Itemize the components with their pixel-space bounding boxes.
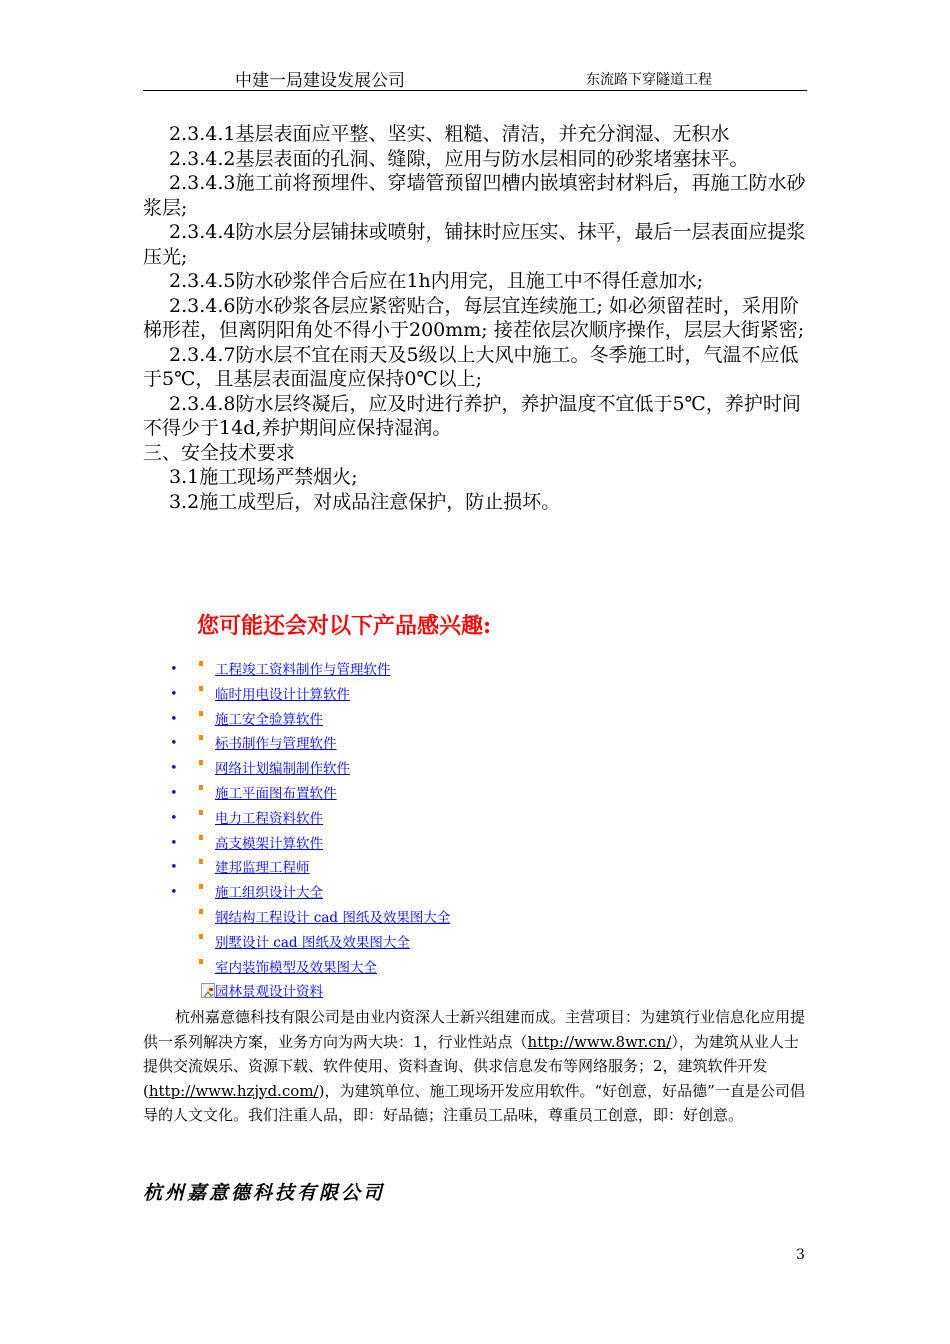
orange-marker-icon — [199, 810, 203, 815]
product-link[interactable]: 施工安全验算软件 — [215, 711, 323, 728]
paragraph-2-3-4-7: 2.3.4.7防水层不宜在雨天及5级以上大风中施工。冬季施工时，气温不应低于5℃，且基层表面温度应保持0℃以上; — [143, 343, 799, 390]
site-link-8wr[interactable]: http://www.8wr.cn/ — [527, 1032, 672, 1051]
product-link[interactable]: 电力工程资料软件 — [215, 810, 323, 827]
paragraph-3-1: 3.1施工现场严禁烟火; — [169, 466, 358, 488]
paragraph-2-3-4-2: 2.3.4.2基层表面的孔洞、缝隙，应用与防水层相同的砂浆堵塞抹平。 — [169, 147, 749, 170]
bullet-icon: • — [170, 711, 178, 727]
product-link[interactable]: 建邦监理工程师 — [215, 860, 310, 877]
company-text-part-3: )，为建筑单位、施工现场开发应用软件。“好创意，好品德”一直是公司倡导的人文文化。我们注重人品，即：好品德；注重员工品味，尊重员工创意，即：好创意。 — [143, 1081, 805, 1124]
orange-marker-icon — [199, 835, 203, 840]
product-link[interactable]: 园林景观设计资料 — [215, 984, 323, 1001]
product-link[interactable]: 网络计划编制制作软件 — [215, 761, 350, 778]
section-3-heading: 三、安全技术要求 — [143, 441, 296, 464]
bullet-icon: • — [170, 736, 178, 752]
page-header — [143, 64, 807, 91]
bullet-icon: • — [170, 761, 178, 777]
company-description — [143, 1005, 807, 1128]
paragraph-2-3-4-1: 2.3.4.1基层表面应平整、坚实、粗糙、清洁，并充分润湿、无积水 — [169, 123, 730, 145]
paragraph-2-3-4-5: 2.3.4.5防水砂浆伴合后应在1h内用完，且施工中不得任意加水; — [169, 270, 704, 292]
bullet-icon: • — [170, 835, 178, 851]
broken-image-icon — [201, 983, 215, 998]
paragraph-2-3-4-4: 2.3.4.4防水层分层铺抹或喷射，铺抹时应压实、抹平，最后一层表面应提浆压光; — [143, 221, 806, 268]
promo-title: 您可能还会对以下产品感兴趣: — [197, 613, 492, 639]
body-text — [143, 122, 807, 514]
paragraph-2-3-4-8: 2.3.4.8防水层终凝后，应及时进行养护，养护温度不宜低于5℃，养护时间不得少于14d,养护期间应保持湿润。 — [143, 392, 801, 439]
header-project: 东流路下穿隧道工程 — [586, 72, 712, 88]
orange-marker-icon — [199, 934, 203, 939]
orange-marker-icon — [199, 760, 203, 765]
product-link[interactable]: 施工平面图布置软件 — [215, 785, 337, 802]
product-link[interactable]: 施工组织设计大全 — [215, 885, 323, 902]
product-link[interactable]: 工程竣工资料制作与管理软件 — [215, 662, 391, 678]
orange-marker-icon — [199, 859, 203, 864]
orange-marker-icon — [199, 735, 203, 740]
paragraph-3-2: 3.2施工成型后，对成品注意保护，防止损坏。 — [169, 490, 561, 513]
bullet-icon: • — [170, 885, 178, 901]
bullet-icon: • — [170, 810, 178, 826]
bullet-icon: • — [170, 662, 178, 677]
product-link[interactable]: 标书制作与管理软件 — [215, 736, 337, 753]
page-number: 3 — [796, 1247, 805, 1263]
orange-marker-icon — [199, 661, 203, 666]
paragraph-2-3-4-6: 2.3.4.6防水砂浆各层应紧密贴合，每层宜连续施工; 如必须留茬时，采用阶梯形茬，但离阴阳角处不得小于200mm; 接茬依层次顺序操作，层层大街紧密; — [143, 294, 805, 341]
product-link[interactable]: 别墅设计 cad 图纸及效果图大全 — [215, 934, 410, 951]
bullet-icon: • — [170, 860, 178, 876]
bullet-icon: • — [170, 785, 178, 801]
orange-marker-icon — [199, 909, 203, 914]
paragraph-2-3-4-3: 2.3.4.3施工前将预埋件、穿墙管预留凹槽内嵌填密封材料后，再施工防水砂浆层; — [143, 172, 806, 219]
orange-marker-icon — [199, 785, 203, 790]
product-link[interactable]: 室内装饰模型及效果图大全 — [215, 959, 377, 976]
product-link[interactable]: 高支模架计算软件 — [215, 835, 323, 852]
company-signature: 杭州嘉意德科技有限公司 — [143, 1182, 386, 1204]
product-link[interactable]: 临时用电设计计算软件 — [215, 686, 350, 703]
site-link-hzjyd[interactable]: http://www.hzjyd.com/ — [148, 1081, 319, 1100]
orange-marker-icon — [199, 711, 203, 716]
header-company: 中建一局建设发展公司 — [235, 71, 405, 91]
bullet-icon: • — [170, 686, 178, 702]
company-text-part-2: ），为建筑从业人士提供交流娱乐、资源下载、软件使用、资料查询、供求信息发布等网络服务；2，建筑软件开发( — [143, 1032, 799, 1100]
company-text-part-1: 杭州嘉意德科技有限公司是由业内资深人士新兴组建而成。主营项目：为建筑行业信息化应用提供一系列解决方案，业务方向为两大块：1，行业性站点（ — [143, 1008, 806, 1051]
orange-marker-icon — [199, 686, 203, 691]
orange-marker-icon — [199, 959, 203, 964]
orange-marker-icon — [199, 884, 203, 889]
product-link[interactable]: 钢结构工程设计 cad 图纸及效果图大全 — [215, 909, 451, 926]
